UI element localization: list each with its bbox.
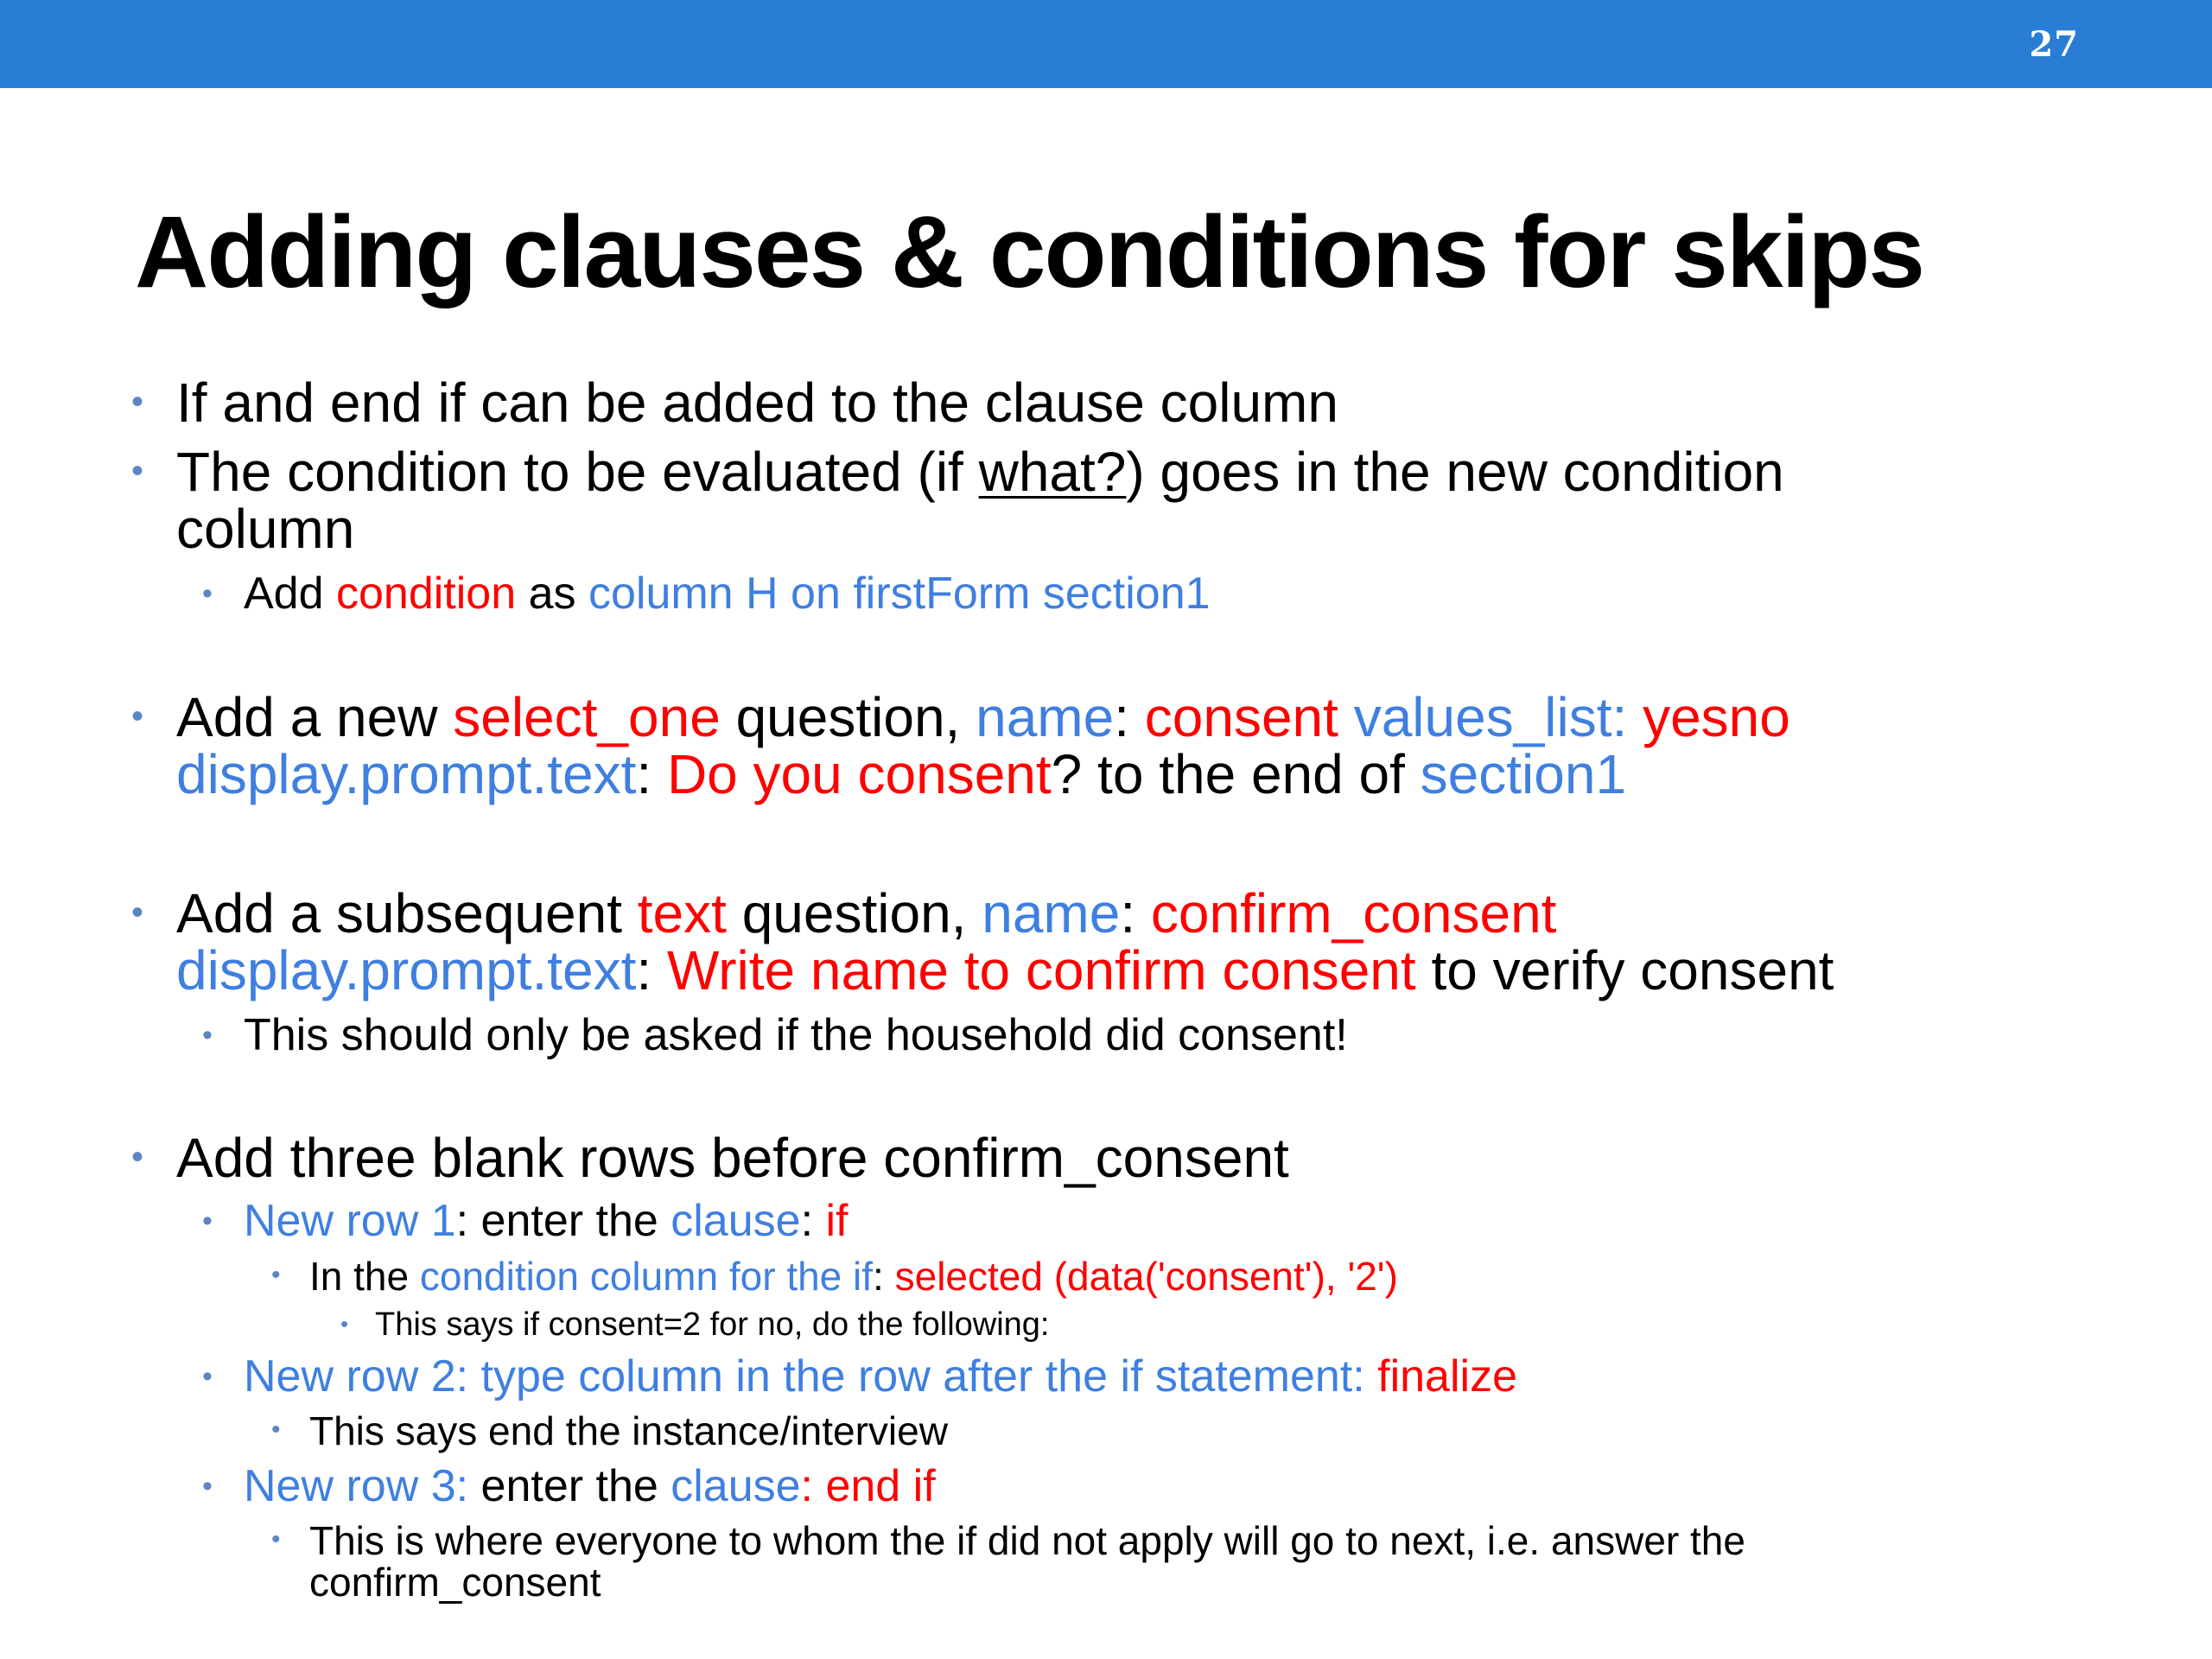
- bullet-icon: •: [202, 1205, 213, 1237]
- sub-bullet-item: [202, 569, 1211, 619]
- bullet-icon: •: [131, 452, 144, 490]
- bullet-text-continued: column: [176, 498, 355, 560]
- sub-bullet-item: [202, 1461, 936, 1511]
- bullet-text: This should only be asked if the household did consent!: [244, 1010, 1348, 1060]
- bullet-item: [131, 882, 1834, 1001]
- bullet-text: New row 2: type column in the row after the if statement: finalize: [244, 1351, 1518, 1402]
- bullet-text: Add condition as column H on firstForm section1: [244, 569, 1211, 619]
- sub-bullet-item: [202, 1010, 1348, 1060]
- bullet-text: If and end if can be added to the clause column: [176, 372, 1338, 434]
- bullet-text: This says if consent=2 for no, do the following:: [375, 1306, 1050, 1343]
- bullet-icon: •: [202, 1360, 213, 1393]
- underlined-text: what?: [978, 441, 1127, 503]
- bullet-icon: •: [202, 1470, 213, 1503]
- bullet-icon: •: [202, 1019, 213, 1052]
- bullet-icon: •: [202, 577, 213, 610]
- bullet-text: Add a new select_one question, name: consent values_list: yesno: [176, 686, 1790, 748]
- bullet-item: [131, 372, 1338, 434]
- bullet-icon: •: [131, 383, 144, 421]
- bullet-text: This says end the instance/interview: [309, 1408, 948, 1453]
- page-number: 27: [2029, 24, 2079, 65]
- bullet-text: Add a subsequent text question, name: confirm_consent: [176, 882, 1557, 944]
- bullet-icon: •: [340, 1311, 349, 1337]
- bullet-item: [131, 1127, 1289, 1189]
- bullet-text: This is where everyone to whom the if did not apply will go to next, i.e. answer the: [309, 1518, 1745, 1563]
- bullet-item: [131, 686, 1790, 805]
- bullet-item: [131, 441, 1784, 560]
- bullet-icon: •: [131, 697, 144, 735]
- sub-bullet-item: [202, 1196, 849, 1246]
- bullet-text: Add three blank rows before confirm_consent: [176, 1127, 1289, 1189]
- bullet-text-continued: display.prompt.text: Do you consent? to the end of section1: [176, 743, 1627, 805]
- bullet-icon: •: [131, 1138, 144, 1176]
- sub-sub-bullet-item: [271, 1518, 1745, 1605]
- bullet-text-continued: display.prompt.text: Write name to confirm consent to verify consent: [176, 939, 1834, 1001]
- bullet-icon: •: [271, 1415, 281, 1444]
- bullet-icon: •: [271, 1261, 281, 1289]
- bullet-text: New row 1: enter the clause: if: [244, 1196, 849, 1246]
- bullet-text: New row 3: enter the clause: end if: [244, 1461, 936, 1511]
- level4-bullet-item: [340, 1306, 1050, 1343]
- bullet-icon: •: [271, 1525, 281, 1554]
- bullet-text-continued: confirm_consent: [309, 1560, 601, 1605]
- slide-title: Adding clauses & conditions for skips: [135, 195, 1923, 309]
- sub-sub-bullet-item: [271, 1254, 1398, 1299]
- sub-bullet-item: [202, 1351, 1518, 1402]
- bullet-text: The condition to be evaluated (if what?) goes in the new condition: [176, 441, 1784, 503]
- sub-sub-bullet-item: [271, 1408, 948, 1453]
- bullet-icon: •: [131, 893, 144, 931]
- bullet-text: In the condition column for the if: selected (data('consent'), '2'): [309, 1254, 1398, 1299]
